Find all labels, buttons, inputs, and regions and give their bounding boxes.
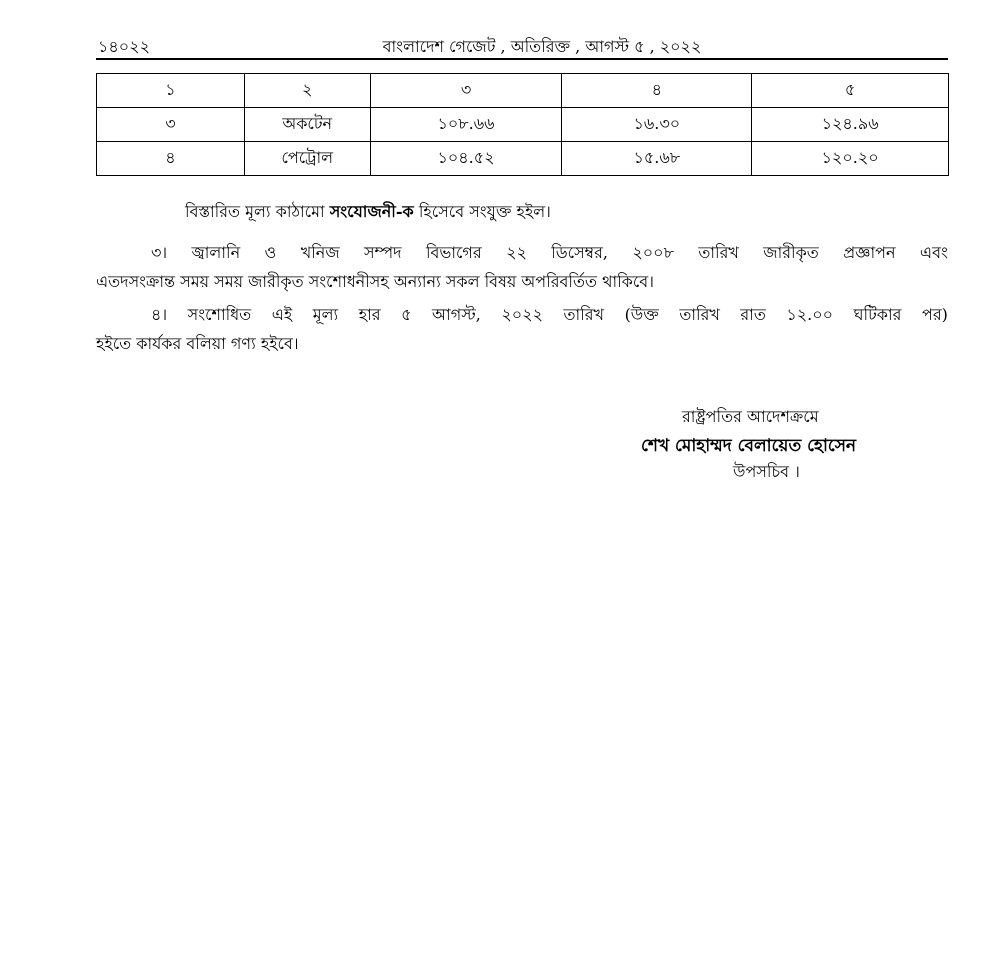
- paragraph-4-line-1: [96, 300, 948, 329]
- annex-note-text: বিস্তারিত মূল্য কাঠামো: [185, 202, 330, 221]
- column-header: ৪: [562, 74, 752, 108]
- paragraph-word: ২০০৮: [632, 243, 674, 262]
- paragraph-word: জ্বালানি: [191, 243, 241, 262]
- paragraph-word: এবং: [919, 243, 948, 262]
- table-cell: ৩: [97, 108, 245, 142]
- paragraph-word: জারীকৃত: [763, 243, 819, 262]
- fuel-price-table: [96, 73, 949, 176]
- gazette-header: [96, 32, 948, 60]
- paragraph-3-line-2: এতদসংক্রান্ত সময় সময় জারীকৃত সংশোধনীসহ অন্যান্য সকল বিষয় অপরিবর্তিত থাকিবে।: [96, 272, 654, 291]
- paragraph-word: তারিখ: [698, 243, 739, 262]
- paragraph-word: তারিখ: [679, 305, 720, 324]
- paragraph-word: ২২: [506, 243, 527, 262]
- annex-reference: সংযোজনী-ক: [329, 202, 414, 221]
- table-cell: ১২৪.৯৬: [752, 108, 949, 142]
- paragraph-word: বিভাগের: [425, 243, 482, 262]
- paragraph-word: আগস্ট,: [432, 305, 481, 324]
- paragraph-word: খনিজ: [300, 243, 340, 262]
- table-cell: পেট্রোল: [244, 142, 370, 176]
- annex-note-text: হিসেবে সংযুক্ত হইল।: [413, 202, 551, 221]
- paragraph-word: ৩।: [151, 243, 168, 262]
- paragraph-word: ২০২২: [501, 305, 543, 324]
- paragraph-word: ৪।: [151, 305, 168, 324]
- table-row: [97, 108, 949, 142]
- paragraph-word: ডিসেম্বর,: [551, 243, 608, 262]
- paragraph-word: রাত: [740, 305, 766, 324]
- table-row: [97, 142, 949, 176]
- paragraph-word: সংশোধিত: [187, 305, 252, 324]
- paragraph-word: ৫: [401, 305, 412, 324]
- column-header: ১: [97, 74, 245, 108]
- paragraph-word: সম্পদ: [364, 243, 402, 262]
- signatory-name: শেখ মোহাম্মদ বেলায়েত হোসেন: [641, 436, 857, 456]
- paragraph-word: ১২.০০: [786, 305, 834, 324]
- paragraph-4-line-2: হইতে কার্যকর বলিয়া গণ্য হইবে।: [96, 334, 299, 353]
- paragraph-word: পর): [921, 305, 948, 324]
- paragraph-word: হার: [358, 305, 381, 324]
- table-cell: ১২০.২০: [752, 142, 949, 176]
- paragraph-3: [96, 238, 948, 296]
- table-cell: ১৬.৩০: [562, 108, 752, 142]
- paragraph-3-line-1: [96, 238, 948, 267]
- paragraph-word: প্রজ্ঞাপন: [843, 243, 896, 262]
- paragraph-word: তারিখ: [563, 305, 605, 324]
- signatory-designation: উপসচিব ।: [733, 462, 800, 481]
- column-header: ৩: [370, 74, 562, 108]
- paragraph-word: (উক্ত: [624, 305, 659, 324]
- table-cell: ৪: [97, 142, 245, 176]
- table-cell: ১০৪.৫২: [370, 142, 562, 176]
- gazette-title: বাংলাদেশ গেজেট , অতিরিক্ত , আগস্ট ৫ , ২০২২: [382, 37, 702, 56]
- paragraph-word: এই: [271, 305, 293, 324]
- page-number: ১৪০২২: [98, 37, 150, 56]
- paragraph-4: [96, 300, 948, 358]
- column-header: ২: [244, 74, 370, 108]
- table-header-row: [97, 74, 949, 108]
- paragraph-word: ঘটিকার: [853, 305, 902, 324]
- paragraph-word: মূল্য: [312, 305, 339, 324]
- paragraph-word: ও: [264, 243, 277, 262]
- table-cell: অকটেন: [244, 108, 370, 142]
- table-cell: ১৫.৬৮: [562, 142, 752, 176]
- column-header: ৫: [752, 74, 949, 108]
- order-line: রাষ্ট্রপতির আদেশক্রমে: [682, 407, 819, 426]
- annex-note: [185, 197, 551, 226]
- table-cell: ১০৮.৬৬: [370, 108, 562, 142]
